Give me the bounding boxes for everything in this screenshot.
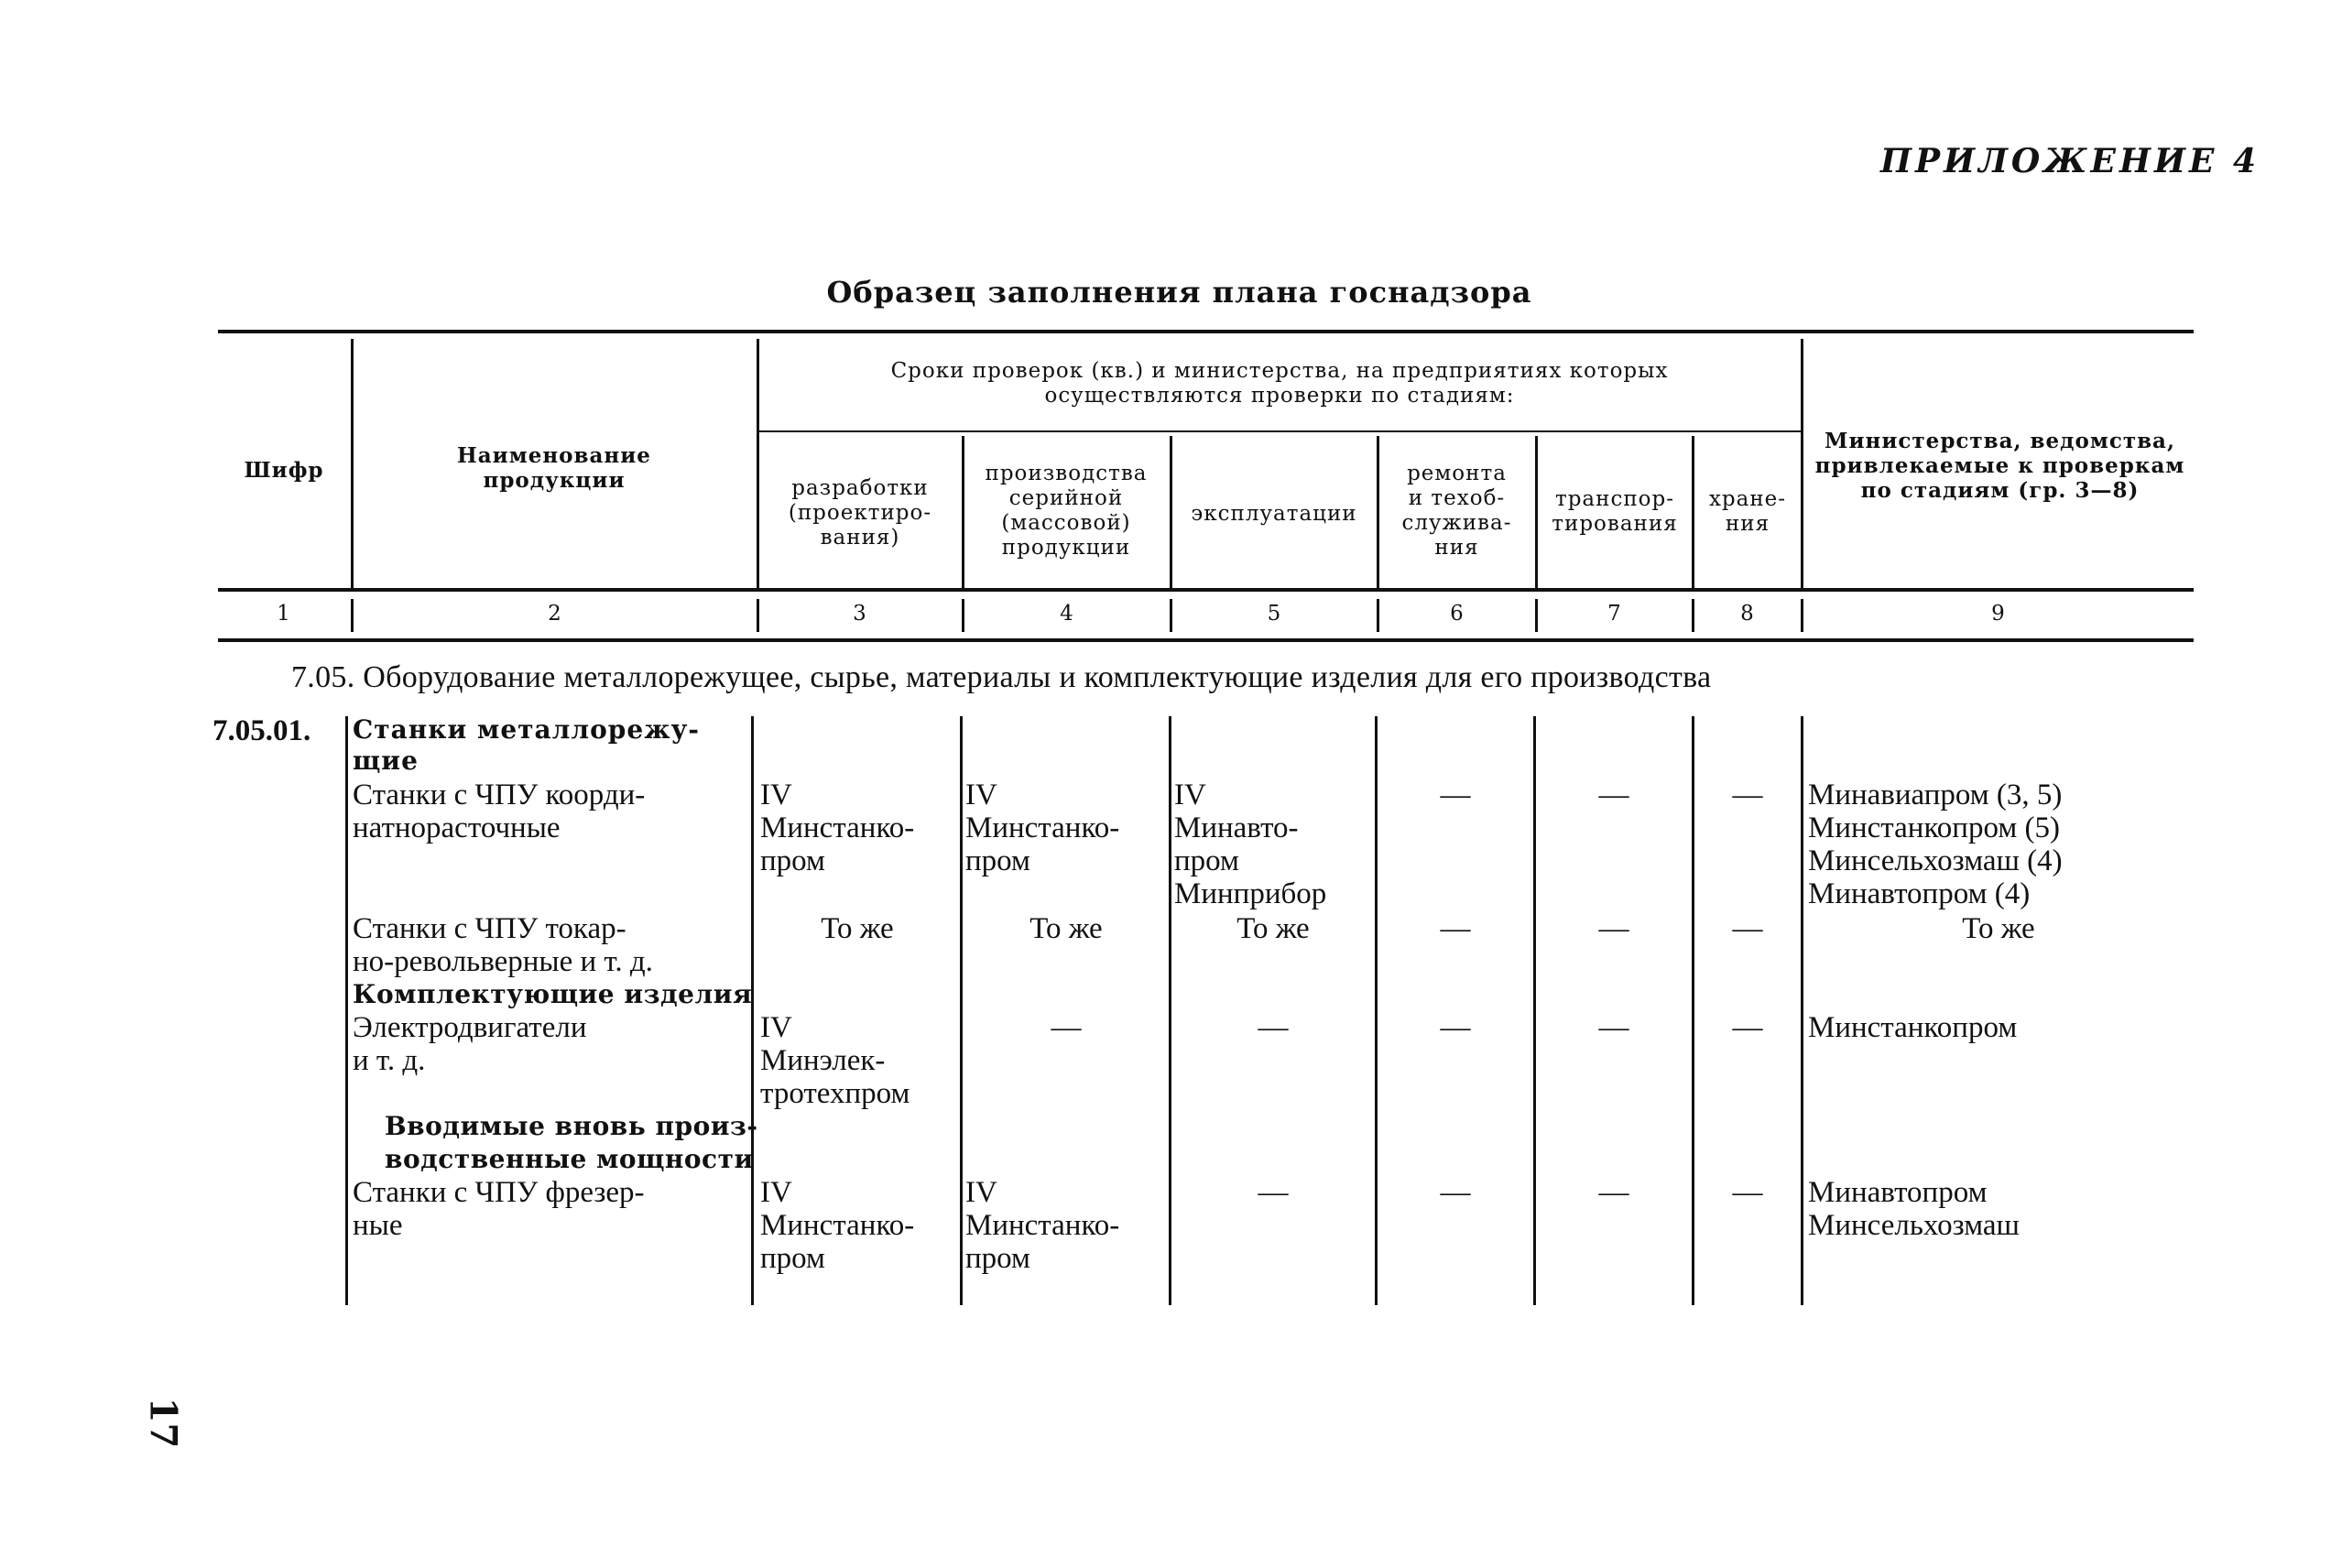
num-sep-5 bbox=[1377, 599, 1379, 632]
row4-ministries: Минавтопром Минсельхозмаш bbox=[1808, 1176, 2020, 1242]
header-group: Сроки проверок (кв.) и министерства, на предприятиях которых осуществляются проверки по стадиям: bbox=[890, 359, 1669, 408]
row1-ministries: Минавиапром (3, 5) Минстанкопром (5) Минсельхозмаш (4) Минавтопром (4) bbox=[1808, 779, 2063, 910]
row3-name: Электродвигатели и т. д. bbox=[353, 1011, 587, 1077]
column-number-9: 9 bbox=[1991, 602, 2006, 626]
row4-name: Станки с ЧПУ фрезер- ные bbox=[353, 1176, 645, 1242]
row3-production: — bbox=[1051, 1011, 1082, 1044]
page-number: 17 bbox=[141, 1397, 185, 1449]
row2-transport: — bbox=[1598, 912, 1629, 945]
row4-transport: — bbox=[1598, 1176, 1629, 1209]
row3-operation: — bbox=[1258, 1011, 1289, 1044]
row2-production: То же bbox=[1029, 912, 1103, 945]
group-title-new-capacities: Вводимые вновь произ- водственные мощности bbox=[385, 1111, 758, 1174]
row3-storage: — bbox=[1732, 1011, 1763, 1044]
header-stage-development: разработки (проектиро- вания) bbox=[788, 476, 932, 550]
header-stage-storage: хране- ния bbox=[1708, 487, 1787, 536]
row3-ministries: Минстанкопром bbox=[1808, 1011, 2018, 1044]
row3-development: IV Минэлек- тротехпром bbox=[760, 1011, 910, 1110]
appendix-label: ПРИЛОЖЕНИЕ 4 bbox=[1879, 142, 2260, 180]
num-sep-1 bbox=[351, 599, 354, 632]
header-vline-5 bbox=[1377, 436, 1379, 588]
row4-storage: — bbox=[1732, 1176, 1763, 1209]
row2-development: То же bbox=[821, 912, 894, 945]
row1-production: IV Минстанко- пром bbox=[965, 779, 1120, 877]
column-number-6: 6 bbox=[1450, 602, 1465, 626]
row3-repair: — bbox=[1440, 1011, 1471, 1044]
group-title-machines: Станки металлорежу- щие bbox=[353, 714, 701, 776]
column-number-8: 8 bbox=[1740, 602, 1755, 626]
header-vline-2 bbox=[757, 339, 759, 588]
group-header-rule bbox=[758, 430, 1803, 432]
header-vline-4 bbox=[1170, 436, 1172, 588]
row-code: 7.05.01. bbox=[212, 714, 311, 747]
header-product-name: Наименование продукции bbox=[457, 443, 651, 493]
header-stage-production: производства серийной (массовой) продукции bbox=[985, 462, 1148, 560]
header-cipher: Шифр bbox=[244, 458, 324, 483]
section-heading: 7.05. Оборудование металлорежущее, сырье, материалы и комплектующие изделия для его производства bbox=[291, 660, 1712, 694]
column-number-3: 3 bbox=[853, 602, 867, 626]
row1-name: Станки с ЧПУ коорди- натнорасточные bbox=[353, 779, 646, 844]
row1-development: IV Минстанко- пром bbox=[760, 779, 915, 877]
row3-transport: — bbox=[1598, 1011, 1629, 1044]
row1-operation: IV Минавто- пром Минприбор bbox=[1174, 779, 1327, 910]
num-sep-2 bbox=[757, 599, 759, 632]
row4-production: IV Минстанко- пром bbox=[965, 1176, 1120, 1275]
row1-transport: — bbox=[1598, 779, 1629, 811]
row1-repair: — bbox=[1440, 779, 1471, 811]
table-top-rule bbox=[218, 330, 2194, 333]
row4-development: IV Минстанко- пром bbox=[760, 1176, 915, 1275]
row2-storage: — bbox=[1732, 912, 1763, 945]
group-title-components: Комплектующие изделия bbox=[353, 979, 753, 1009]
num-sep-4 bbox=[1170, 599, 1172, 632]
header-stage-transport: транспор- тирования bbox=[1552, 487, 1678, 536]
header-vline-1 bbox=[351, 339, 354, 588]
column-number-5: 5 bbox=[1267, 602, 1282, 626]
column-number-7: 7 bbox=[1607, 602, 1622, 626]
row2-operation: То же bbox=[1236, 912, 1310, 945]
header-vline-8 bbox=[1801, 339, 1803, 588]
body-vline-4 bbox=[1169, 716, 1171, 1305]
header-stage-repair: ремонта и техоб- служива- ния bbox=[1401, 462, 1512, 560]
num-sep-7 bbox=[1692, 599, 1694, 632]
body-vline-8 bbox=[1801, 716, 1803, 1305]
header-bottom-rule bbox=[218, 588, 2194, 592]
header-stage-operation: эксплуатации bbox=[1191, 502, 1357, 526]
body-vline-1 bbox=[345, 716, 348, 1305]
row2-ministries: То же bbox=[1962, 912, 2035, 945]
page-title: Образец заполнения плана госнадзора bbox=[826, 275, 1532, 310]
header-vline-6 bbox=[1535, 436, 1538, 588]
numbers-bottom-rule bbox=[218, 638, 2194, 642]
row4-repair: — bbox=[1440, 1176, 1471, 1209]
row2-name: Станки с ЧПУ токар- но-револьверные и т. д. bbox=[353, 912, 653, 978]
num-sep-8 bbox=[1801, 599, 1803, 632]
column-number-2: 2 bbox=[548, 602, 562, 626]
num-sep-3 bbox=[962, 599, 964, 632]
column-number-1: 1 bbox=[277, 602, 291, 626]
row4-operation: — bbox=[1258, 1176, 1289, 1209]
column-number-4: 4 bbox=[1060, 602, 1074, 626]
row2-repair: — bbox=[1440, 912, 1471, 945]
row1-storage: — bbox=[1732, 779, 1763, 811]
header-ministries: Министерства, ведомства, привлекаемые к проверкам по стадиям (гр. 3—8) bbox=[1814, 429, 2185, 503]
header-vline-3 bbox=[962, 436, 964, 588]
num-sep-6 bbox=[1535, 599, 1538, 632]
